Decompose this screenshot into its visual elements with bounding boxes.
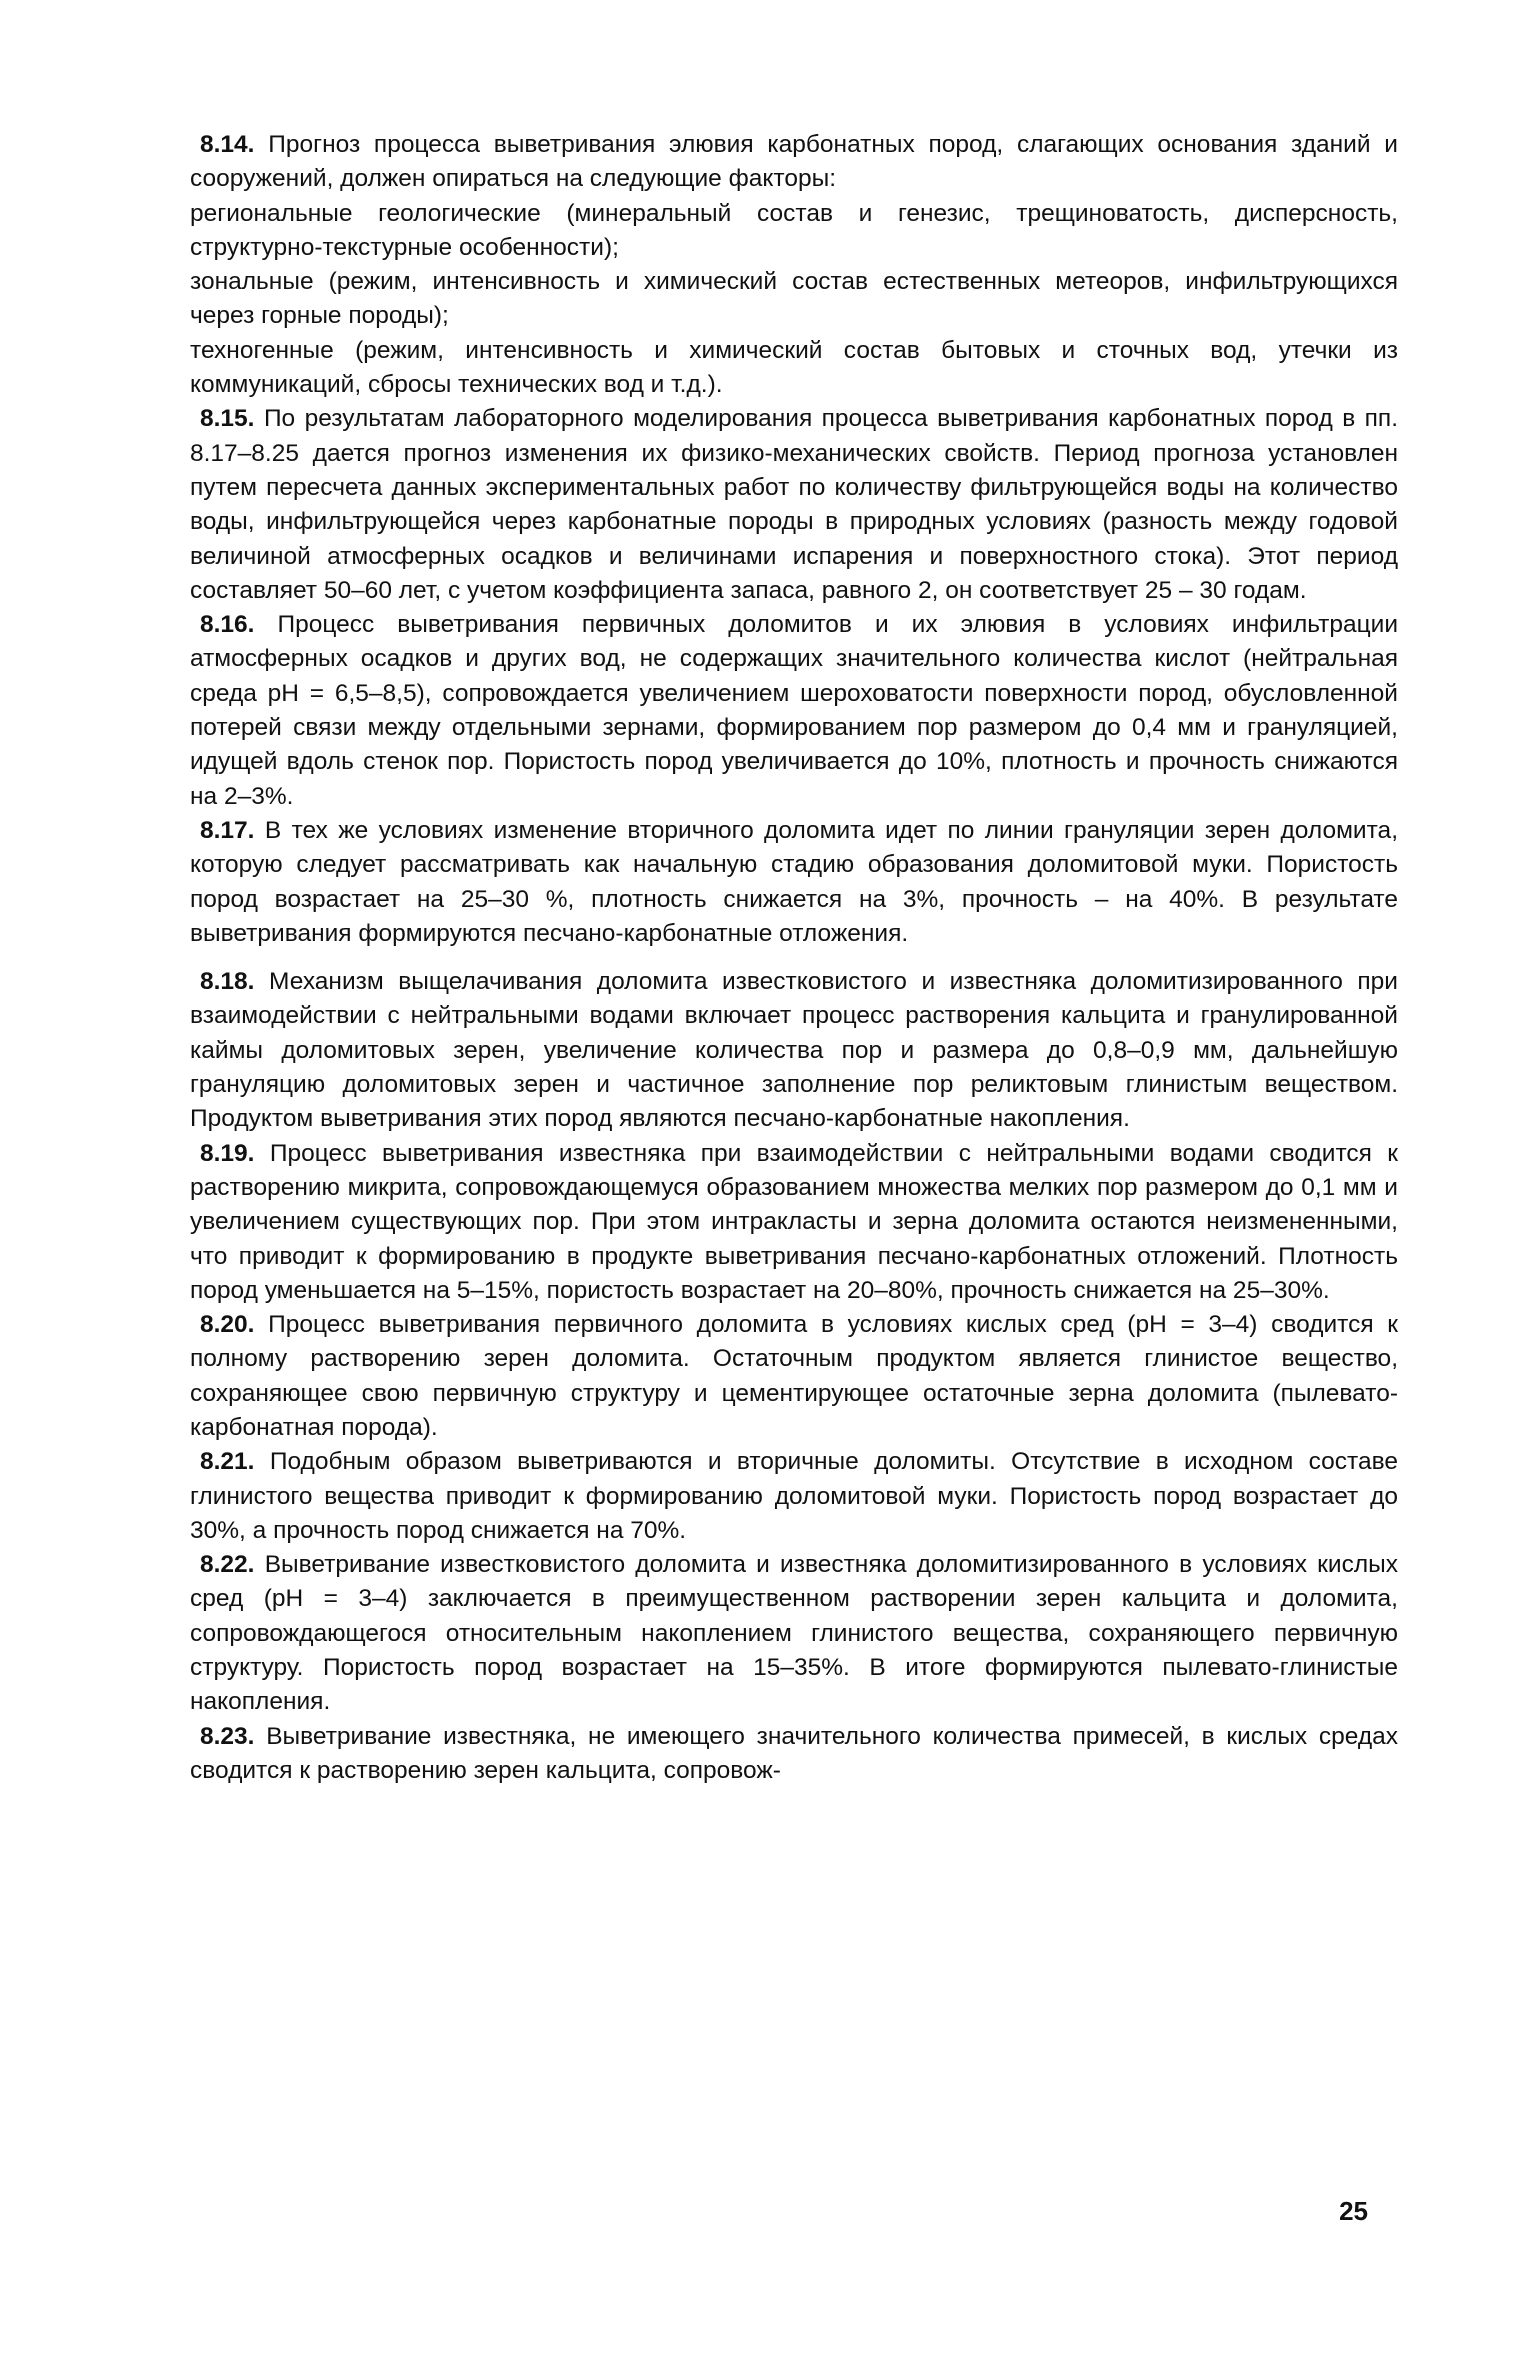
paragraph-8-20 — [190, 1308, 1398, 1445]
paragraph-text: Выветривание известняка, не имеющего значительного количества примесей, в кислых средах сводится к растворению зерен кальцита, сопровож- — [190, 1722, 1398, 1784]
paragraph-text: Процесс выветривания известняка при взаимодействии с нейтральными водами сводится к растворению микрита, сопровождающемуся образованием множества мелких пор размером до 0,1 мм и увеличением существующих пор. При этом интракласты и зерна доломита остаются неизмененными, что приводит к формированию в продукте выветривания песчано-карбонатных отложений. Плотность пород уменьшается на 5–15%, пористость возрастает на 20–80%, прочность снижается на 25–30%. — [190, 1139, 1398, 1304]
paragraph-8-21 — [190, 1445, 1398, 1548]
paragraph-number: 8.18. — [200, 968, 255, 996]
paragraph-gap — [190, 951, 1398, 965]
paragraph-number: 8.16. — [200, 611, 255, 639]
paragraph-number: 8.15. — [200, 405, 255, 433]
paragraph-text: Процесс выветривания первичного доломита в условиях кислых сред (pH = 3–4) сводится к полному растворению зерен доломита. Остаточным продуктом является глинистое вещество, сохраняющее свою первичную структуру и цементирующее остаточные зерна доломита (пылевато-карбонатная порода). — [190, 1311, 1398, 1441]
paragraph-number: 8.23. — [200, 1722, 255, 1750]
paragraph-8-14 — [190, 128, 1398, 197]
paragraph-text: Процесс выветривания первичных доломитов и их элювия в условиях инфильтрации атмосферных осадков и других вод, не содержащих значительного количества кислот (нейтральная среда pH = 6,5–8,5), сопровождается увеличением шероховатости поверхности пород, обусловленной потерей связи между отдельными зернами, формированием пор размером до 0,4 мм и грануляцией, идущей вдоль стенок пор. Пористость пород увеличивается до 10%, плотность и прочность снижаются на 2–3%. — [190, 611, 1399, 810]
factor-technogenic: техногенные (режим, интенсивность и химический состав бытовых и сточных вод, утечки из коммуникаций, сбросы технических вод и т.д.). — [190, 336, 1398, 399]
paragraph-8-15 — [190, 402, 1398, 608]
paragraph-text: В тех же условиях изменение вторичного доломита идет по линии грануляции зерен доломита, которую следует рассматривать как начальную стадию образования доломитовой муки. Пористость пород возрастает на 25–30 %, плотность снижается на 3%, прочность – на 40%. В результате выветривания формируются песчано-карбонатные отложения. — [190, 816, 1398, 947]
paragraph-text: Прогноз процесса выветривания элювия карбонатных пород, слагающих основания зданий и сооружений, должен опираться на следующие факторы: — [190, 131, 1398, 193]
paragraph-text: Подобным образом выветриваются и вторичные доломиты. Отсутствие в исходном составе глинистого вещества приводит к формированию доломитовой муки. Пористость пород возрастает до 30%, а прочность пород снижается на 70%. — [190, 1448, 1398, 1544]
paragraph-number: 8.14. — [200, 131, 255, 158]
paragraph-8-23 — [190, 1720, 1398, 1789]
paragraph-number: 8.21. — [200, 1448, 255, 1476]
paragraph-8-16 — [190, 608, 1398, 814]
paragraph-8-22 — [190, 1548, 1398, 1719]
factor-zonal: зональные (режим, интенсивность и химический состав естественных метеоров, инфильтрующихся через горные породы); — [190, 268, 1398, 330]
paragraph-text: Механизм выщелачивания доломита известковистого и известняка доломитизированного при взаимодействии с нейтральными водами включает процесс растворения кальцита и гранулированной каймы доломитовых зерен, увеличение количества пор и размера до 0,8–0,9 мм, дальнейшую грануляцию доломитовых зерен и частичное заполнение пор реликтовым глинистым веществом. Продуктом выветривания этих пород являются песчано-карбонатные накопления. — [190, 968, 1398, 1133]
document-page — [190, 128, 1398, 1788]
paragraph-number: 8.17. — [200, 816, 255, 844]
paragraph-number: 8.19. — [200, 1139, 255, 1167]
paragraph-8-19 — [190, 1137, 1398, 1308]
factor-regional: региональные геологические (минеральный состав и генезис, трещиноватость, дисперсность, структурно-текстурные особенности); — [190, 199, 1398, 261]
paragraph-text: Выветривание известковистого доломита и известняка доломитизированного в условиях кислых сред (pH = 3–4) заключается в преимущественном растворении зерен кальцита и доломита, сопровождающегося относительным накоплением глинистого вещества, сохраняющего первичную структуру. Пористость пород возрастает на 15–35%. В итоге формируются пылевато-глинистые накопления. — [190, 1551, 1398, 1716]
paragraph-text: По результатам лабораторного моделирования процесса выветривания карбонатных пород в пп. 8.17–8.25 дается прогноз изменения их физико-механических свойств. Период прогноза установлен путем пересчета данных экспериментальных работ по количеству фильтрующейся воды на количество воды, инфильтрующейся через карбонатные породы в природных условиях (разность между годовой величиной атмосферных осадков и величинами испарения и поверхностного стока). Этот период составляет 50–60 лет, с учетом коэффициента запаса, равного 2, он соответствует 25 – 30 годам. — [190, 405, 1398, 604]
paragraph-number: 8.20. — [200, 1311, 255, 1339]
paragraph-8-17 — [190, 814, 1398, 951]
page-number: 25 — [1339, 2196, 1368, 2226]
paragraph-number: 8.22. — [200, 1551, 255, 1579]
paragraph-8-18 — [190, 965, 1398, 1136]
